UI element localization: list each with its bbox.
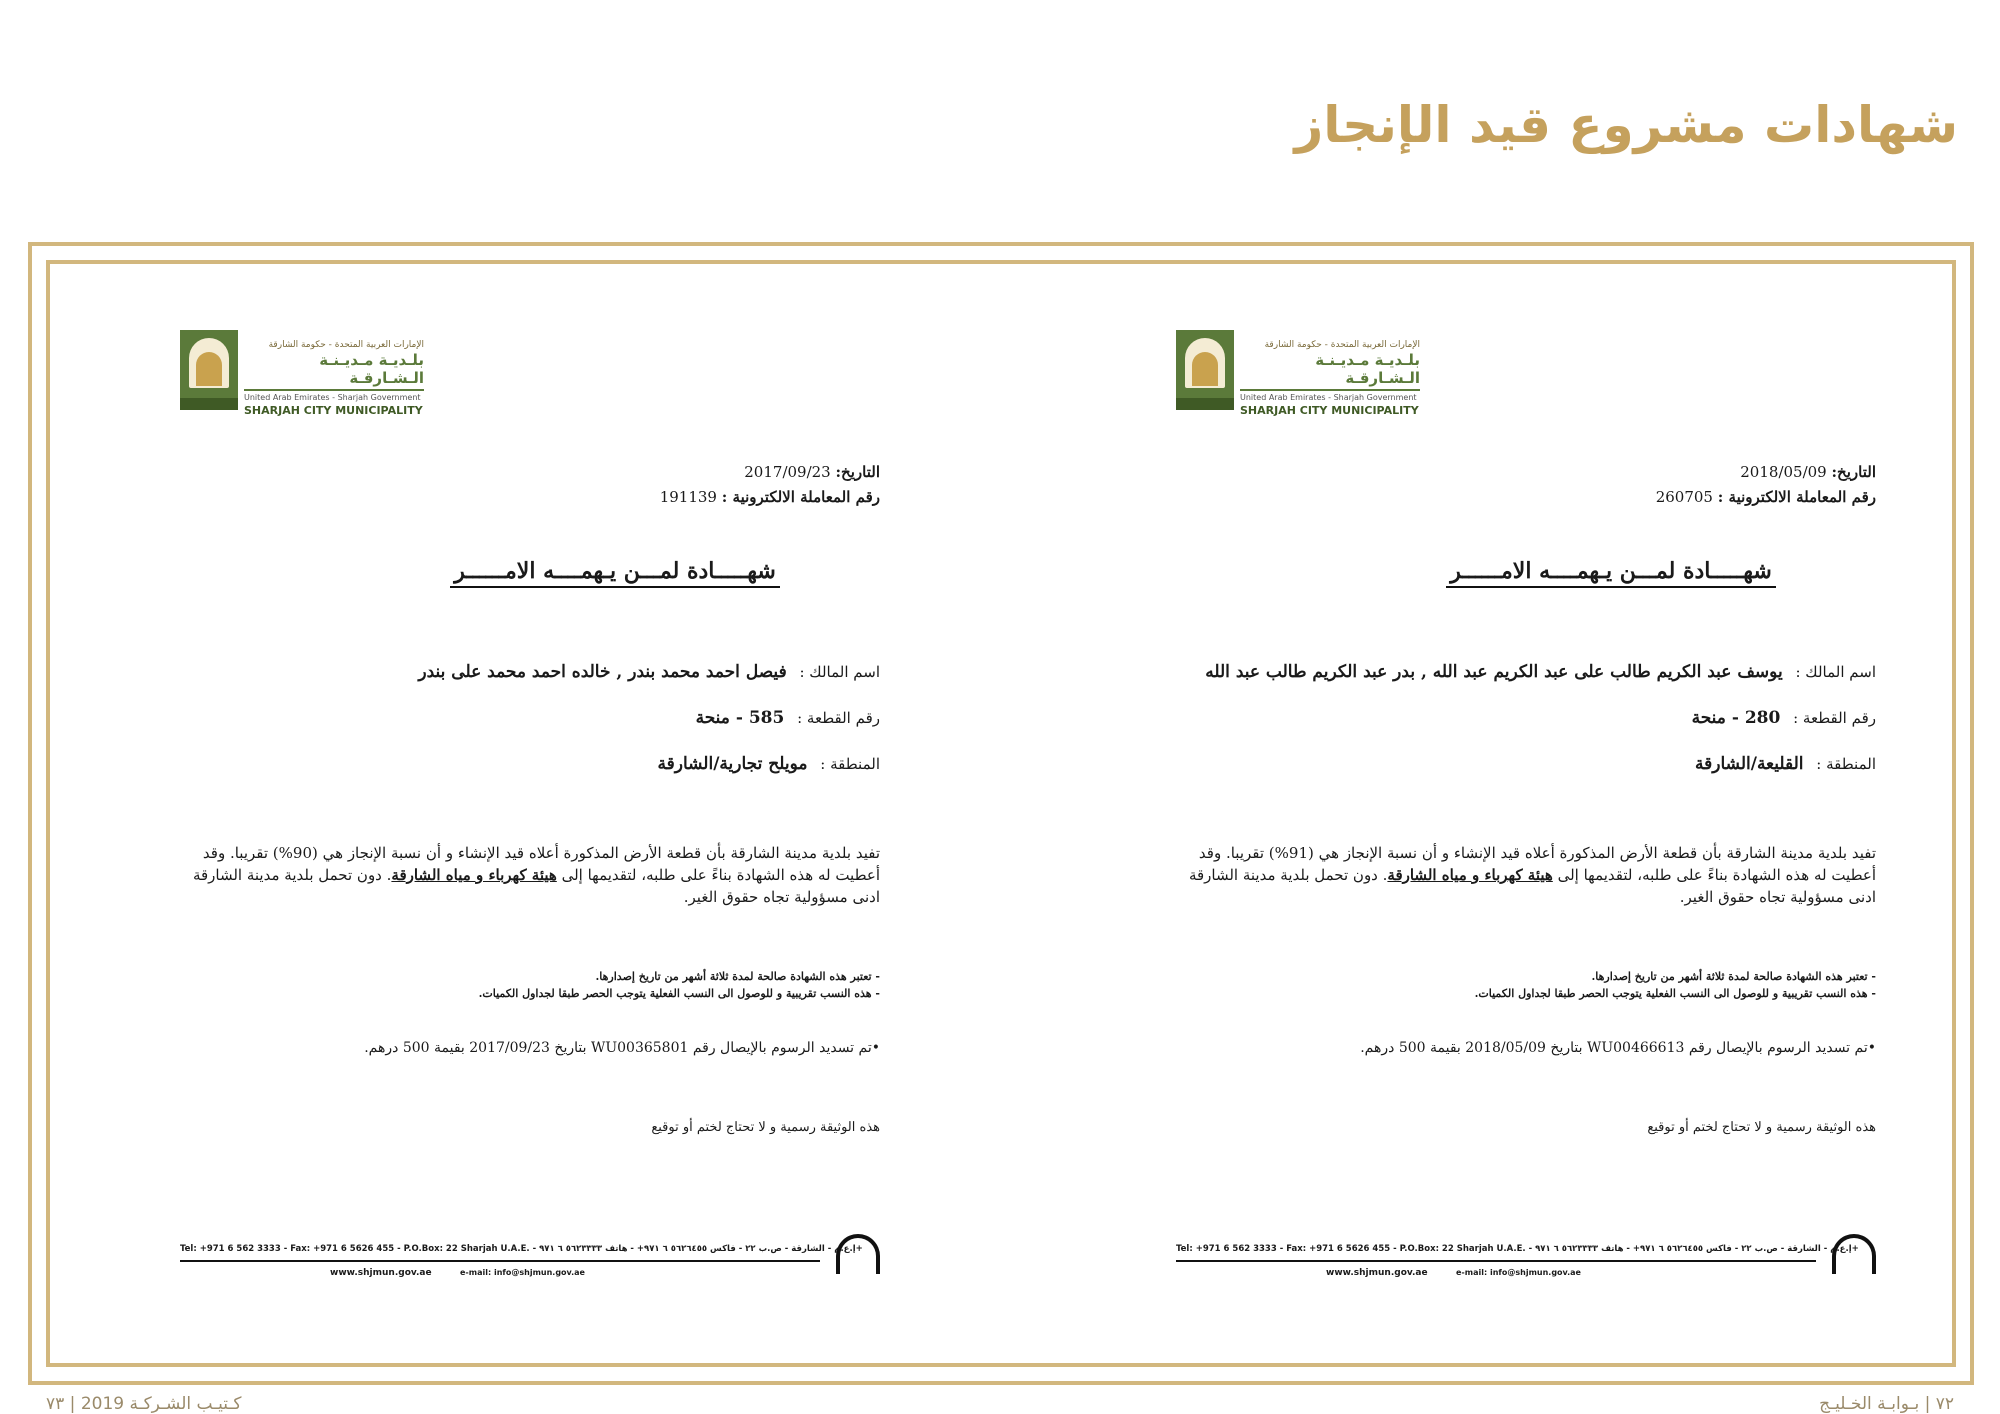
official-doc-note: هذه الوثيقة رسمية و لا تحتاج لختم أو توقيع — [1647, 1120, 1876, 1135]
body-part-1: تفيد بلدية مدينة الشارقة بأن قطعة الأرض المذكورة أعلاه قيد الإنشاء و أن نسبة الإنجاز هي (90%) تقريبا. وقد أعطيت له هذه الشهادة بناءً على طلبه، لتقديمها إلى — [202, 844, 880, 884]
logo-en-small: United Arab Emirates - Sharjah Government — [244, 389, 424, 402]
note-validity: - تعتبر هذه الشهادة صالحة لمدة ثلاثة أشهر من تاريخ إصدارها. — [1591, 970, 1876, 983]
certificate-left — [180, 262, 880, 1282]
area-label: المنطقة : — [1816, 755, 1876, 773]
area-label: المنطقة : — [820, 755, 880, 773]
body-highlight: هيئة كهرباء و مياه الشارقة — [1387, 866, 1553, 884]
arch-icon — [1832, 1234, 1876, 1274]
certificate-body — [180, 842, 880, 908]
logo-en-name: SHARJAH CITY MUNICIPALITY — [1240, 404, 1419, 417]
plot-label: رقم القطعة : — [1793, 709, 1876, 727]
date-label: التاريخ: — [1831, 463, 1876, 481]
certificate-title: شهـــــادة لمـــن يـهمــــه الامــــــر — [450, 558, 780, 588]
logo-ar-name: بلـديـة مـديـنـة الـشـارقـة — [319, 351, 424, 387]
plot-label: رقم القطعة : — [797, 709, 880, 727]
logo-ar-small: الإمارات العربية المتحدة - حكومة الشارقة — [1264, 340, 1420, 350]
certificate-body — [1176, 842, 1876, 908]
municipality-emblem-icon — [1176, 330, 1234, 410]
plot-row — [180, 708, 880, 728]
fees-note: •تم تسديد الرسوم بالإيصال رقم WU00466613 بتاريخ 2018/05/09 بقيمة 500 درهم. — [1360, 1040, 1876, 1056]
area-row — [1176, 754, 1876, 774]
footer-contact: Tel: +971 6 562 3333 - Fax: +971 6 5626 455 - P.O.Box: 22 Sharjah U.A.E. - إ.ع.م - الشارقة - ص.ب ٢٢ - فاكس ٥٦٢٦٤٥٥ ٦ ٩٧١+ - هاتف ٥٦٢٣٣٣٣ ٦ ٩٧١+ — [1176, 1244, 1859, 1254]
txn-label: رقم المعاملة الالكترونية : — [721, 488, 880, 506]
footer-website: www.shjmun.gov.ae — [330, 1268, 432, 1278]
municipality-logo — [1176, 330, 1420, 417]
footer-website: www.shjmun.gov.ae — [1326, 1268, 1428, 1278]
owner-row — [1176, 662, 1876, 682]
owner-label: اسم المالك : — [1795, 663, 1876, 681]
body-highlight: هيئة كهرباء و مياه الشارقة — [391, 866, 557, 884]
logo-en-small: United Arab Emirates - Sharjah Government — [1240, 389, 1420, 402]
body-part-2: . دون تحمل بلدية مدينة الشارقة ادنى مسؤولية تجاه حقوق الغير. — [192, 866, 880, 906]
date-value: 2018/05/09 — [1740, 463, 1827, 481]
page-footer-right: ٧٢ | بـوابـة الخـليـج — [1819, 1394, 1954, 1414]
area-row — [180, 754, 880, 774]
date-label: التاريخ: — [835, 463, 880, 481]
txn-value: 191139 — [659, 488, 717, 506]
arch-icon — [836, 1234, 880, 1274]
certificate-meta — [580, 460, 880, 510]
footer-email: e-mail: info@shjmun.gov.ae — [460, 1268, 585, 1277]
letterhead-footer — [180, 1234, 880, 1284]
owner-value: يوسف عبد الكريم طالب على عبد الكريم عبد الله , بدر عبد الكريم طالب عبد الله — [1205, 662, 1783, 682]
body-part-2: . دون تحمل بلدية مدينة الشارقة ادنى مسؤولية تجاه حقوق الغير. — [1188, 866, 1876, 906]
letterhead-footer — [1176, 1234, 1876, 1284]
txn-label: رقم المعاملة الالكترونية : — [1717, 488, 1876, 506]
area-value: مويلح تجارية/الشارقة — [657, 754, 808, 774]
fees-note: •تم تسديد الرسوم بالإيصال رقم WU00365801 بتاريخ 2017/09/23 بقيمة 500 درهم. — [364, 1040, 880, 1056]
note-ratios: - هذه النسب تقريبية و للوصول الى النسب الفعلية يتوجب الحصر طبقا لجداول الكميات. — [1474, 987, 1876, 1000]
owner-label: اسم المالك : — [799, 663, 880, 681]
certificate-notes — [180, 968, 880, 1002]
page-footer-left: كـتيـب الشـركـة 2019 | ٧٣ — [46, 1394, 242, 1414]
plot-value: 585 - منحة — [695, 708, 785, 728]
municipality-emblem-icon — [180, 330, 238, 410]
plot-value: 280 - منحة — [1691, 708, 1781, 728]
owner-value: فيصل احمد محمد بندر , خالده احمد محمد على بندر — [418, 662, 787, 682]
certificate-notes — [1176, 968, 1876, 1002]
date-value: 2017/09/23 — [744, 463, 831, 481]
plot-row — [1176, 708, 1876, 728]
owner-row — [180, 662, 880, 682]
certificate-meta — [1576, 460, 1876, 510]
page-title: شهادات مشروع قيد الإنجاز — [1294, 96, 1958, 154]
logo-en-name: SHARJAH CITY MUNICIPALITY — [244, 404, 423, 417]
certificate-title: شهـــــادة لمـــن يـهمــــه الامــــــر — [1446, 558, 1776, 588]
area-value: القليعة/الشارقة — [1695, 754, 1804, 774]
logo-ar-name: بلـديـة مـديـنـة الـشـارقـة — [1315, 351, 1420, 387]
logo-ar-small: الإمارات العربية المتحدة - حكومة الشارقة — [268, 340, 424, 350]
footer-email: e-mail: info@shjmun.gov.ae — [1456, 1268, 1581, 1277]
note-validity: - تعتبر هذه الشهادة صالحة لمدة ثلاثة أشهر من تاريخ إصدارها. — [595, 970, 880, 983]
note-ratios: - هذه النسب تقريبية و للوصول الى النسب الفعلية يتوجب الحصر طبقا لجداول الكميات. — [478, 987, 880, 1000]
certificate-right — [1176, 262, 1876, 1282]
official-doc-note: هذه الوثيقة رسمية و لا تحتاج لختم أو توقيع — [651, 1120, 880, 1135]
footer-contact: Tel: +971 6 562 3333 - Fax: +971 6 5626 455 - P.O.Box: 22 Sharjah U.A.E. - إ.ع.م - الشارقة - ص.ب ٢٢ - فاكس ٥٦٢٦٤٥٥ ٦ ٩٧١+ - هاتف ٥٦٢٣٣٣٣ ٦ ٩٧١+ — [180, 1244, 863, 1254]
municipality-logo — [180, 330, 424, 417]
txn-value: 260705 — [1655, 488, 1713, 506]
body-part-1: تفيد بلدية مدينة الشارقة بأن قطعة الأرض المذكورة أعلاه قيد الإنشاء و أن نسبة الإنجاز هي (91%) تقريبا. وقد أعطيت له هذه الشهادة بناءً على طلبه، لتقديمها إلى — [1198, 844, 1876, 884]
